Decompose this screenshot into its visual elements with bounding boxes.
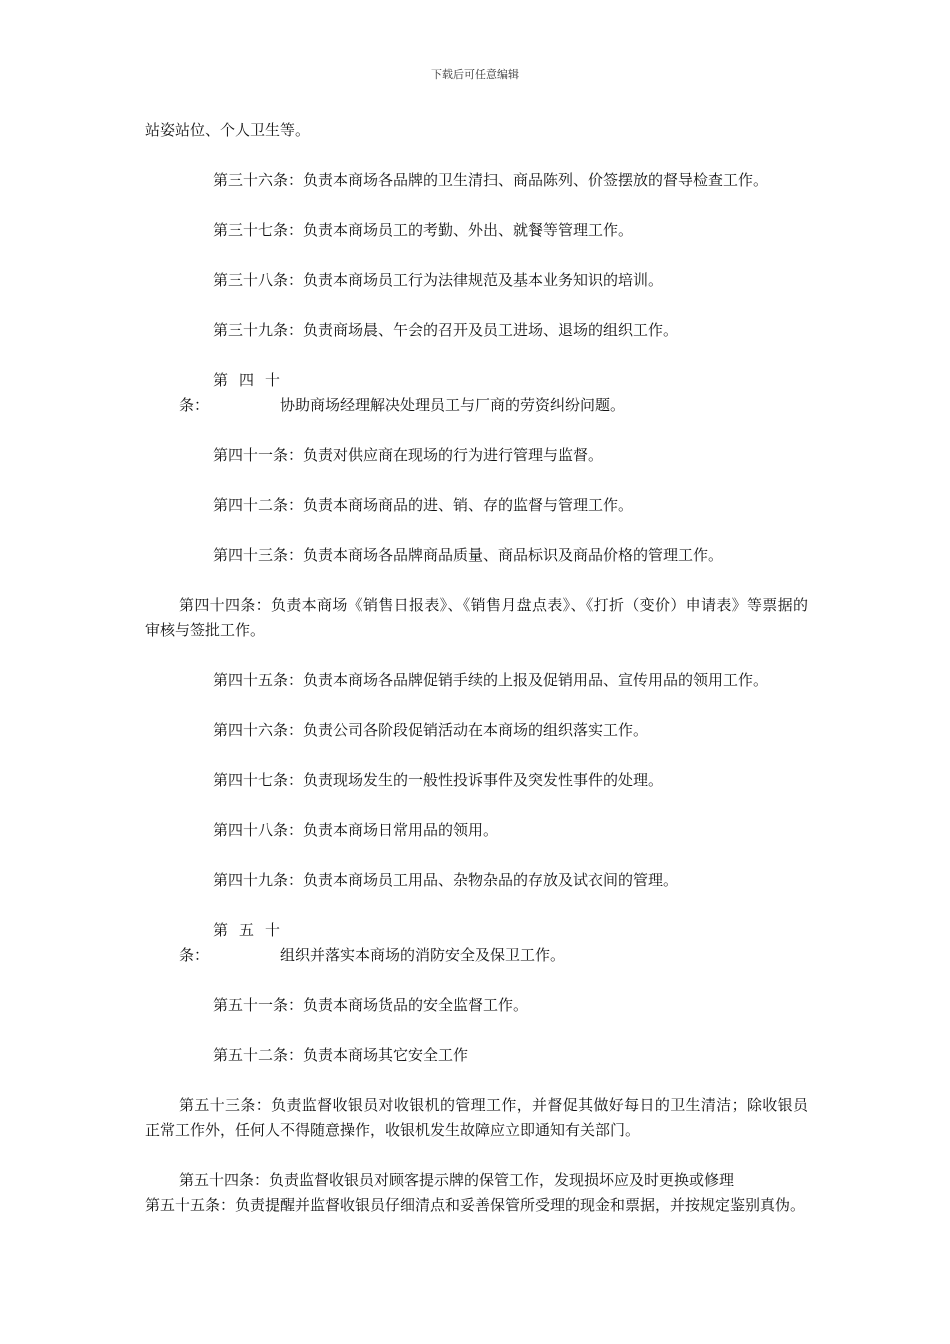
article-label: 第五十条： <box>179 921 280 964</box>
article-38 <box>145 268 808 293</box>
article-45 <box>145 668 808 693</box>
page-header: 下载后可任意编辑 <box>431 68 519 81</box>
article-label: 第三十九条： <box>213 321 304 339</box>
article-label: 第三十七条： <box>213 221 304 239</box>
article-text: 协助商场经理解决处理员工与厂商的劳资纠纷问题。 <box>280 396 626 414</box>
article-text: 负责本商场其它安全工作 <box>303 1046 469 1064</box>
paragraph-text: 站姿站位、个人卫生等。 <box>145 121 311 139</box>
article-label: 第四十条： <box>179 371 280 414</box>
article-label: 第三十六条： <box>213 171 304 189</box>
article-text: 负责公司各阶段促销活动在本商场的组织落实工作。 <box>303 721 649 739</box>
article-40 <box>145 368 808 418</box>
article-46 <box>145 718 808 743</box>
article-48 <box>145 818 808 843</box>
article-label: 第四十八条： <box>213 821 304 839</box>
article-text: 负责本商场员工用品、杂物杂品的存放及试衣间的管理。 <box>303 871 679 889</box>
article-42 <box>145 493 808 518</box>
article-text: 负责本商场日常用品的领用。 <box>303 821 499 839</box>
article-label: 第五十二条： <box>213 1046 304 1064</box>
article-39 <box>145 318 808 343</box>
article-text: 负责商场晨、午会的召开及员工进场、退场的组织工作。 <box>303 321 679 339</box>
article-49 <box>145 868 808 893</box>
article-text: 负责本商场货品的安全监督工作。 <box>303 996 529 1014</box>
article-label: 第四十三条： <box>213 546 304 564</box>
article-37 <box>145 218 808 243</box>
article-text: 负责本商场各品牌的卫生清扫、商品陈列、价签摆放的督导检查工作。 <box>303 171 769 189</box>
document-body <box>145 118 808 1218</box>
article-text: 负责提醒并监督收银员仔细清点和妥善保管所受理的现金和票据，并按规定鉴别真伪。 <box>235 1196 806 1214</box>
article-text: 负责本商场员工行为法律规范及基本业务知识的培训。 <box>303 271 664 289</box>
paragraph-continuation <box>145 118 808 143</box>
article-52 <box>145 1043 808 1068</box>
article-55 <box>145 1193 808 1218</box>
article-text: 负责本商场员工的考勤、外出、就餐等管理工作。 <box>303 221 634 239</box>
article-41 <box>145 443 808 468</box>
article-text: 负责本商场《销售日报表》、《销售月盘点表》、《打折（变价）申请表》等票据的审核与签批工作。 <box>145 596 808 639</box>
article-label: 第四十四条： <box>179 596 271 614</box>
article-54 <box>145 1168 808 1193</box>
article-label: 第四十七条： <box>213 771 304 789</box>
article-label: 第四十九条： <box>213 871 304 889</box>
article-text: 负责本商场各品牌促销手续的上报及促销用品、宣传用品的领用工作。 <box>303 671 769 689</box>
article-label: 第五十四条： <box>179 1171 270 1189</box>
article-text: 负责监督收银员对顾客提示牌的保管工作，发现损坏应及时更换或修理 <box>269 1171 735 1189</box>
article-text: 组织并落实本商场的消防安全及保卫工作。 <box>280 946 566 964</box>
article-44 <box>145 593 808 643</box>
article-text: 负责本商场商品的进、销、存的监督与管理工作。 <box>303 496 634 514</box>
article-51 <box>145 993 808 1018</box>
article-47 <box>145 768 808 793</box>
article-text: 负责监督收银员对收银机的管理工作，并督促其做好每日的卫生清洁；除收银员正常工作外，任何人不得随意操作，收银机发生故障应立即通知有关部门。 <box>145 1096 808 1139</box>
article-label: 第五十一条： <box>213 996 304 1014</box>
article-label: 第四十六条： <box>213 721 304 739</box>
article-label: 第四十二条： <box>213 496 304 514</box>
article-53 <box>145 1093 808 1143</box>
article-text: 负责对供应商在现场的行为进行管理与监督。 <box>303 446 604 464</box>
article-label: 第四十五条： <box>213 671 304 689</box>
article-label: 第五十五条： <box>145 1196 236 1214</box>
article-text: 负责现场发生的一般性投诉事件及突发性事件的处理。 <box>303 771 664 789</box>
article-label: 第五十三条： <box>179 1096 272 1114</box>
article-label: 第三十八条： <box>213 271 304 289</box>
article-label: 第四十一条： <box>213 446 304 464</box>
article-43 <box>145 543 808 568</box>
article-text: 负责本商场各品牌商品质量、商品标识及商品价格的管理工作。 <box>303 546 724 564</box>
article-36 <box>145 168 808 193</box>
article-50 <box>145 918 808 968</box>
